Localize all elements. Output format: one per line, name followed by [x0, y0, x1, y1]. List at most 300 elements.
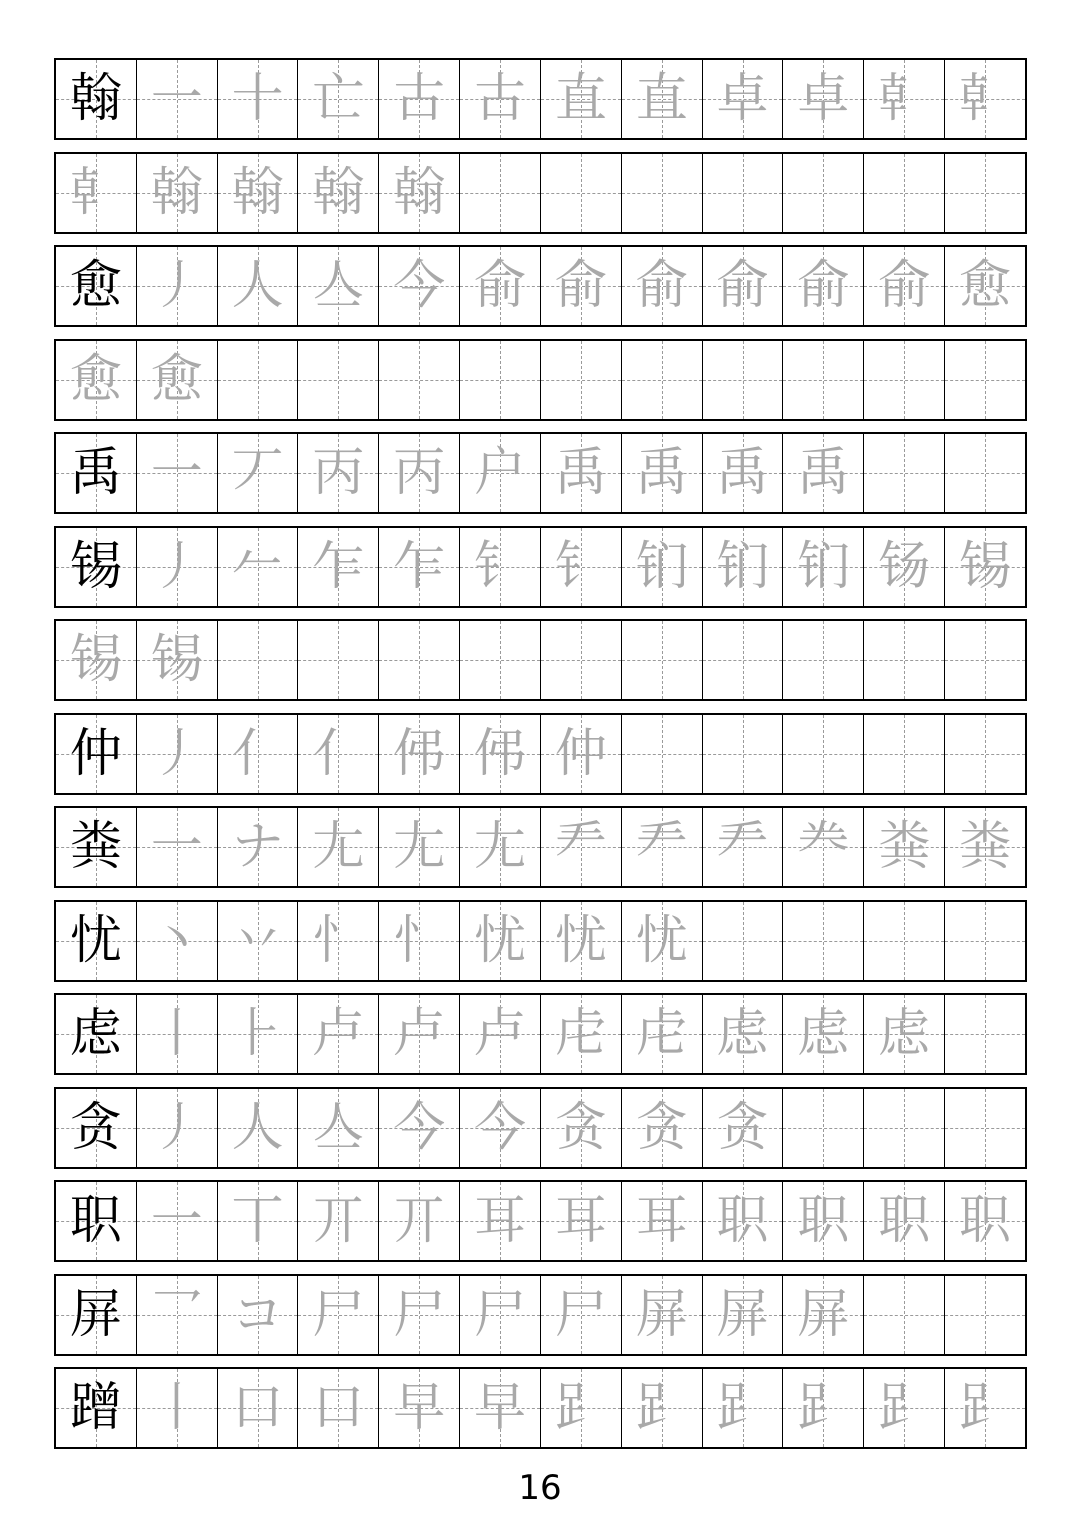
stroke-step-character: 口	[312, 1378, 365, 1438]
stroke-step-character: 俞	[716, 256, 769, 316]
stroke-order-cell	[540, 715, 621, 793]
stroke-step-character: 虑	[797, 1004, 850, 1064]
stroke-order-cell	[378, 902, 459, 980]
stroke-step-character	[703, 154, 783, 232]
practice-sheet	[54, 58, 1027, 1461]
stroke-order-cell	[702, 247, 783, 325]
stroke-order-cell	[136, 995, 217, 1073]
stroke-step-character: 𧾷	[878, 1378, 931, 1438]
stroke-order-cell	[136, 1369, 217, 1447]
stroke-step-character	[864, 434, 944, 512]
stroke-step-character: 屏	[635, 1284, 688, 1345]
stroke-step-character	[379, 341, 459, 419]
stroke-order-cell	[702, 60, 783, 138]
stroke-order-cell	[863, 60, 944, 138]
stroke-step-character: 亻	[312, 723, 365, 784]
stroke-step-character: 乍	[393, 536, 446, 597]
stroke-order-cell	[217, 1276, 298, 1354]
stroke-step-character: 十	[231, 69, 284, 129]
stroke-order-cell	[297, 621, 378, 699]
stroke-order-cell	[863, 528, 944, 606]
stroke-order-cell	[217, 341, 298, 419]
stroke-step-character	[864, 1276, 944, 1354]
stroke-step-character: 𧾷	[554, 1378, 607, 1438]
stroke-step-character: 卢	[474, 1004, 527, 1064]
model-character: 锡	[69, 536, 122, 597]
stroke-step-character: 丿	[150, 256, 203, 316]
stroke-order-cell	[217, 247, 298, 325]
stroke-order-cell	[702, 528, 783, 606]
stroke-step-character	[783, 902, 863, 980]
stroke-order-cell	[540, 247, 621, 325]
stroke-step-character: 卢	[393, 1004, 446, 1064]
stroke-step-character	[945, 1276, 1025, 1354]
stroke-order-cell	[944, 808, 1025, 886]
stroke-order-cell	[297, 1369, 378, 1447]
stroke-step-character: 俞	[878, 256, 931, 316]
stroke-step-character: 古	[393, 69, 446, 129]
stroke-step-character: 尢	[474, 817, 527, 877]
stroke-order-cell	[136, 528, 217, 606]
model-character: 虑	[69, 1004, 122, 1064]
practice-row-贪	[54, 1087, 1027, 1169]
model-character-cell	[56, 995, 136, 1073]
stroke-order-cell	[621, 341, 702, 419]
stroke-step-character: 亼	[312, 256, 365, 316]
practice-row-禹	[54, 432, 1027, 514]
stroke-order-cell	[944, 1276, 1025, 1354]
stroke-order-cell	[863, 995, 944, 1073]
stroke-order-cell	[621, 154, 702, 232]
stroke-step-character: 耳	[554, 1191, 607, 1251]
stroke-step-character: 今	[393, 256, 446, 316]
stroke-step-character: 丿	[150, 723, 203, 784]
stroke-order-cell	[944, 715, 1025, 793]
stroke-step-character	[945, 154, 1025, 232]
practice-row-愈	[54, 339, 1027, 421]
stroke-step-character: 俞	[474, 256, 527, 316]
stroke-order-cell	[540, 154, 621, 232]
stroke-order-cell	[944, 247, 1025, 325]
stroke-step-character: 虍	[635, 1004, 688, 1064]
model-character-cell	[56, 715, 136, 793]
stroke-step-character: 俞	[797, 256, 850, 316]
stroke-order-cell	[782, 154, 863, 232]
stroke-order-cell	[136, 808, 217, 886]
stroke-order-cell	[944, 341, 1025, 419]
stroke-step-character: 伄	[393, 723, 446, 784]
stroke-step-character	[218, 621, 298, 699]
stroke-order-cell	[863, 1276, 944, 1354]
stroke-step-character	[864, 1089, 944, 1167]
stroke-order-cell	[459, 434, 540, 512]
stroke-step-character	[783, 341, 863, 419]
stroke-order-cell	[540, 528, 621, 606]
stroke-order-cell	[540, 1276, 621, 1354]
stroke-step-character: 忄	[393, 910, 446, 971]
stroke-order-cell	[944, 434, 1025, 512]
stroke-order-cell	[217, 995, 298, 1073]
stroke-step-character	[864, 154, 944, 232]
model-character-cell	[56, 1089, 136, 1167]
stroke-step-character	[703, 341, 783, 419]
stroke-order-cell	[944, 621, 1025, 699]
stroke-order-cell	[702, 808, 783, 886]
stroke-step-character: 俞	[554, 256, 607, 316]
stroke-step-character	[703, 621, 783, 699]
stroke-order-cell	[863, 1369, 944, 1447]
stroke-order-cell	[621, 60, 702, 138]
stroke-order-cell	[782, 528, 863, 606]
stroke-step-character: 𧾷	[959, 1378, 1012, 1438]
stroke-step-character	[945, 995, 1025, 1073]
model-character-cell	[56, 1369, 136, 1447]
stroke-step-character	[218, 341, 298, 419]
stroke-step-character	[783, 154, 863, 232]
stroke-order-cell	[782, 1369, 863, 1447]
model-character-cell	[56, 902, 136, 980]
stroke-step-character	[460, 621, 540, 699]
stroke-step-character: 屏	[716, 1284, 769, 1345]
stroke-step-character	[460, 154, 540, 232]
stroke-step-character: 亡	[312, 69, 365, 129]
stroke-step-character: 钖	[878, 536, 931, 597]
stroke-order-cell	[136, 715, 217, 793]
stroke-step-character: 𧾷	[716, 1378, 769, 1438]
stroke-order-cell	[459, 341, 540, 419]
model-character: 仲	[69, 723, 122, 784]
stroke-order-cell	[459, 528, 540, 606]
stroke-order-cell	[782, 60, 863, 138]
stroke-step-character: 卢	[312, 1004, 365, 1064]
stroke-step-character: 丆	[231, 443, 284, 503]
stroke-order-cell	[217, 715, 298, 793]
stroke-order-cell	[297, 341, 378, 419]
stroke-step-character: 尸	[312, 1284, 365, 1345]
stroke-step-character: 职	[797, 1191, 850, 1251]
stroke-order-cell	[136, 341, 217, 419]
model-character: 翰	[69, 69, 122, 129]
stroke-order-cell	[540, 60, 621, 138]
stroke-order-cell	[621, 808, 702, 886]
stroke-order-cell	[863, 1089, 944, 1167]
stroke-step-character: 职	[959, 1191, 1012, 1251]
stroke-step-character: 翰	[393, 162, 446, 223]
stroke-step-character	[298, 341, 378, 419]
stroke-step-character: 翰	[150, 162, 203, 223]
stroke-step-character	[622, 154, 702, 232]
stroke-step-character: 龺	[959, 69, 1012, 129]
stroke-order-cell	[378, 715, 459, 793]
stroke-step-character	[541, 621, 621, 699]
practice-row-仲	[54, 713, 1027, 795]
stroke-order-cell	[297, 1182, 378, 1260]
stroke-step-character: 丨	[150, 1004, 203, 1064]
stroke-step-character: 早	[393, 1378, 446, 1438]
stroke-step-character: 直	[554, 69, 607, 129]
practice-row-愈	[54, 245, 1027, 327]
stroke-step-character: 虍	[554, 1004, 607, 1064]
stroke-order-cell	[782, 1182, 863, 1260]
model-character: 禹	[69, 443, 122, 503]
practice-row-忧	[54, 900, 1027, 982]
stroke-step-character: ⺊	[231, 1004, 284, 1064]
stroke-step-character	[460, 341, 540, 419]
stroke-order-cell	[621, 902, 702, 980]
stroke-order-cell	[378, 621, 459, 699]
stroke-step-character	[864, 715, 944, 793]
practice-row-蹭	[54, 1367, 1027, 1449]
stroke-order-cell	[217, 621, 298, 699]
stroke-order-cell	[378, 154, 459, 232]
stroke-step-character: 丙	[393, 443, 446, 503]
stroke-step-character: 忧	[554, 910, 607, 971]
stroke-order-cell	[297, 715, 378, 793]
stroke-order-cell	[621, 434, 702, 512]
model-character: 锡	[69, 630, 122, 690]
stroke-order-cell	[863, 902, 944, 980]
stroke-step-character	[622, 341, 702, 419]
stroke-order-cell	[702, 715, 783, 793]
stroke-step-character: 亼	[312, 1097, 365, 1158]
stroke-step-character	[945, 902, 1025, 980]
stroke-order-cell	[297, 902, 378, 980]
stroke-order-cell	[702, 1276, 783, 1354]
stroke-order-cell	[621, 995, 702, 1073]
stroke-step-character: 虑	[878, 1004, 931, 1064]
stroke-order-cell	[217, 902, 298, 980]
stroke-order-cell	[217, 154, 298, 232]
stroke-order-cell	[702, 1182, 783, 1260]
stroke-step-character: 愈	[959, 256, 1012, 316]
stroke-step-character	[703, 902, 783, 980]
stroke-order-cell	[621, 1089, 702, 1167]
stroke-step-character: 人	[231, 256, 284, 316]
practice-row-屏	[54, 1274, 1027, 1356]
stroke-step-character: 钔	[797, 536, 850, 597]
stroke-order-cell	[459, 995, 540, 1073]
stroke-order-cell	[863, 715, 944, 793]
stroke-step-character: 一	[150, 443, 203, 503]
stroke-step-character: 职	[878, 1191, 931, 1251]
stroke-step-character	[864, 621, 944, 699]
stroke-step-character: コ	[231, 1284, 284, 1345]
model-character: 职	[69, 1191, 122, 1251]
model-character-cell	[56, 621, 136, 699]
stroke-order-cell	[782, 247, 863, 325]
stroke-order-cell	[863, 621, 944, 699]
stroke-order-cell	[459, 715, 540, 793]
stroke-order-cell	[621, 715, 702, 793]
stroke-order-cell	[297, 247, 378, 325]
stroke-step-character: 早	[474, 1378, 527, 1438]
stroke-step-character: 翰	[231, 162, 284, 223]
practice-row-锡	[54, 619, 1027, 701]
stroke-step-character	[864, 902, 944, 980]
stroke-order-cell	[863, 808, 944, 886]
stroke-step-character: 仲	[554, 723, 607, 784]
stroke-order-cell	[378, 808, 459, 886]
stroke-order-cell	[540, 341, 621, 419]
stroke-order-cell	[782, 1276, 863, 1354]
stroke-order-cell	[540, 1182, 621, 1260]
stroke-step-character: 卓	[797, 69, 850, 129]
stroke-order-cell	[702, 1089, 783, 1167]
stroke-step-character: 禹	[797, 443, 850, 503]
stroke-step-character: 忧	[635, 910, 688, 971]
stroke-step-character: 尸	[554, 1284, 607, 1345]
practice-row-锡	[54, 526, 1027, 608]
stroke-step-character: 贪	[554, 1097, 607, 1158]
model-character: 屏	[69, 1284, 122, 1345]
stroke-order-cell	[944, 60, 1025, 138]
stroke-step-character	[945, 715, 1025, 793]
stroke-step-character: 丙	[312, 443, 365, 503]
stroke-step-character: 尢	[312, 817, 365, 877]
stroke-order-cell	[297, 995, 378, 1073]
model-character-cell	[56, 1276, 136, 1354]
stroke-order-cell	[136, 60, 217, 138]
stroke-step-character: 耳	[635, 1191, 688, 1251]
practice-row-翰	[54, 152, 1027, 234]
stroke-step-character: 丌	[393, 1191, 446, 1251]
stroke-step-character: 尸	[474, 1284, 527, 1345]
stroke-order-cell	[944, 995, 1025, 1073]
stroke-order-cell	[297, 1089, 378, 1167]
stroke-step-character: 钔	[716, 536, 769, 597]
stroke-order-cell	[621, 528, 702, 606]
stroke-step-character: 禹	[716, 443, 769, 503]
stroke-order-cell	[459, 60, 540, 138]
stroke-step-character: 龹	[797, 817, 850, 877]
stroke-step-character	[783, 1089, 863, 1167]
stroke-order-cell	[217, 528, 298, 606]
stroke-order-cell	[217, 1089, 298, 1167]
stroke-step-character: 口	[231, 1378, 284, 1438]
stroke-order-cell	[621, 621, 702, 699]
stroke-order-cell	[378, 1276, 459, 1354]
stroke-order-cell	[540, 1369, 621, 1447]
stroke-step-character: 丶	[150, 910, 203, 971]
stroke-step-character: 𧾷	[635, 1378, 688, 1438]
stroke-order-cell	[297, 1276, 378, 1354]
model-character-cell	[56, 247, 136, 325]
stroke-order-cell	[378, 528, 459, 606]
stroke-order-cell	[459, 247, 540, 325]
stroke-order-cell	[459, 1182, 540, 1260]
model-character: 蹭	[69, 1378, 122, 1438]
stroke-step-character: 耳	[474, 1191, 527, 1251]
stroke-step-character: 粪	[878, 817, 931, 877]
stroke-order-cell	[621, 247, 702, 325]
stroke-order-cell	[459, 1089, 540, 1167]
stroke-order-cell	[702, 434, 783, 512]
stroke-order-cell	[782, 341, 863, 419]
stroke-step-character: 屏	[797, 1284, 850, 1345]
stroke-order-cell	[136, 621, 217, 699]
stroke-order-cell	[297, 154, 378, 232]
stroke-order-cell	[540, 434, 621, 512]
stroke-order-cell	[459, 1369, 540, 1447]
stroke-order-cell	[136, 902, 217, 980]
stroke-step-character: 锡	[959, 536, 1012, 597]
stroke-order-cell	[378, 995, 459, 1073]
stroke-step-character: 龵	[554, 817, 607, 877]
stroke-order-cell	[459, 1276, 540, 1354]
stroke-step-character: 今	[474, 1097, 527, 1158]
page-number: 16	[518, 1468, 562, 1508]
stroke-order-cell	[378, 1369, 459, 1447]
stroke-order-cell	[944, 1182, 1025, 1260]
stroke-order-cell	[378, 60, 459, 138]
practice-row-职	[54, 1180, 1027, 1262]
stroke-order-cell	[136, 1089, 217, 1167]
stroke-step-character	[945, 1089, 1025, 1167]
stroke-step-character	[945, 434, 1025, 512]
stroke-step-character: 钅	[474, 536, 527, 597]
stroke-order-cell	[702, 995, 783, 1073]
stroke-order-cell	[944, 154, 1025, 232]
stroke-order-cell	[782, 995, 863, 1073]
stroke-order-cell	[136, 154, 217, 232]
stroke-step-character: ナ	[231, 817, 284, 877]
stroke-step-character	[298, 621, 378, 699]
stroke-step-character: 一	[150, 817, 203, 877]
stroke-step-character	[783, 621, 863, 699]
stroke-order-cell	[944, 528, 1025, 606]
stroke-order-cell	[702, 341, 783, 419]
stroke-order-cell	[297, 808, 378, 886]
stroke-step-character: 今	[393, 1097, 446, 1158]
stroke-step-character: 𧾷	[797, 1378, 850, 1438]
stroke-step-character: 直	[635, 69, 688, 129]
model-character-cell	[56, 341, 136, 419]
stroke-step-character	[945, 621, 1025, 699]
stroke-order-cell	[297, 434, 378, 512]
model-character-cell	[56, 434, 136, 512]
stroke-step-character: 虑	[716, 1004, 769, 1064]
stroke-order-cell	[702, 621, 783, 699]
stroke-order-cell	[136, 434, 217, 512]
stroke-step-character: 龵	[716, 817, 769, 877]
stroke-step-character: 乍	[312, 536, 365, 597]
stroke-order-cell	[217, 60, 298, 138]
stroke-order-cell	[297, 60, 378, 138]
stroke-order-cell	[136, 1182, 217, 1260]
stroke-step-character: 禹	[635, 443, 688, 503]
model-character-cell	[56, 60, 136, 138]
stroke-step-character: 锡	[150, 630, 203, 690]
stroke-step-character: 尢	[393, 817, 446, 877]
stroke-step-character: 忄	[312, 910, 365, 971]
stroke-step-character: 俞	[635, 256, 688, 316]
stroke-order-cell	[540, 995, 621, 1073]
stroke-step-character: 钔	[635, 536, 688, 597]
stroke-order-cell	[540, 808, 621, 886]
stroke-step-character: 翰	[312, 162, 365, 223]
stroke-order-cell	[540, 902, 621, 980]
stroke-step-character: 愈	[150, 349, 203, 410]
stroke-step-character: 丷	[231, 910, 284, 971]
stroke-order-cell	[459, 621, 540, 699]
stroke-step-character: 龺	[878, 69, 931, 129]
stroke-order-cell	[944, 1369, 1025, 1447]
stroke-order-cell	[540, 1089, 621, 1167]
model-character-cell	[56, 1182, 136, 1260]
stroke-step-character: 贪	[716, 1097, 769, 1158]
stroke-step-character	[703, 715, 783, 793]
stroke-step-character: 户	[474, 443, 527, 503]
